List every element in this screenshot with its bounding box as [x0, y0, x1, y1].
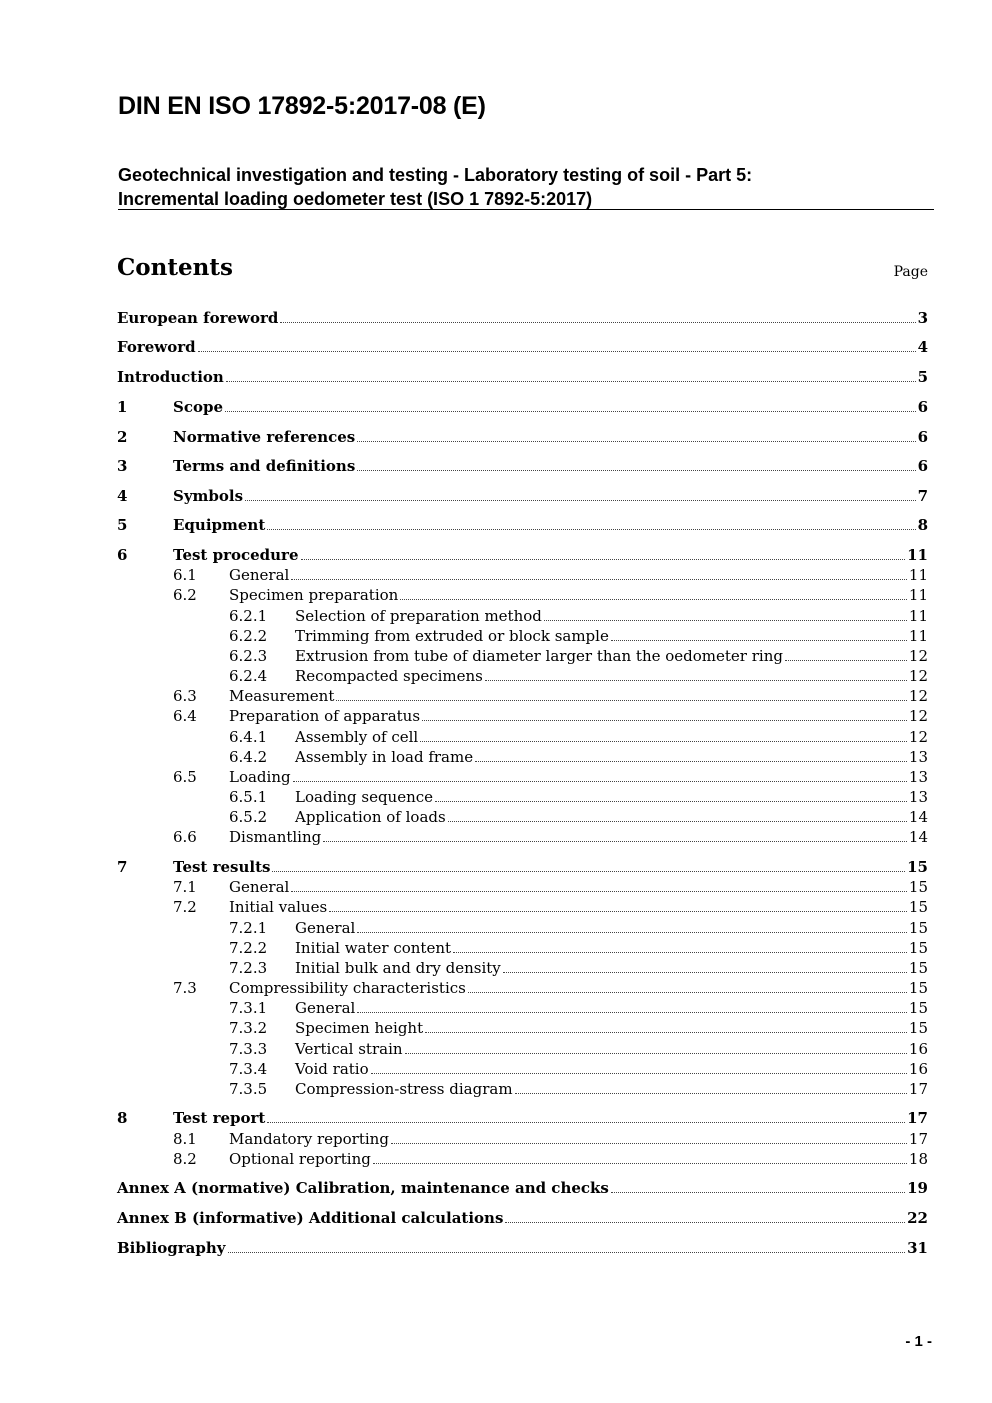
toc-entry-title: Extrusion from tube of diameter larger than the oedometer ring: [295, 647, 783, 665]
toc-entry-page: 16: [908, 1040, 928, 1058]
toc-entry-title: Scope: [173, 398, 224, 416]
toc-entry-title: Specimen preparation: [229, 586, 399, 604]
dot-leader: [785, 660, 907, 661]
dot-leader: [291, 579, 907, 580]
toc-entry-number: 7.2.1: [229, 919, 268, 937]
dot-leader: [291, 891, 907, 892]
toc-entry-number: 6.2.2: [229, 627, 268, 645]
toc-entry-page: 5: [917, 368, 928, 386]
toc-entry-page: 17: [907, 1109, 928, 1127]
toc-entry[interactable]: [117, 1129, 928, 1149]
toc-entry-page: 14: [908, 808, 928, 826]
dot-leader: [448, 821, 907, 822]
toc-entry[interactable]: [117, 767, 928, 787]
dot-leader: [329, 911, 907, 912]
toc-entry-number: 4: [117, 487, 128, 505]
toc-entry-page: 12: [908, 707, 928, 725]
subtitle-line-1: Geotechnical investigation and testing - Laboratory testing of soil - Part 5:: [118, 165, 753, 185]
toc-entry-number: 6.2: [173, 586, 197, 604]
toc-entry-number: 6.4: [173, 707, 197, 725]
toc-entry-title: Terms and definitions: [173, 457, 356, 475]
toc-entry-title: Preparation of apparatus: [229, 707, 421, 725]
toc-entry[interactable]: [117, 666, 928, 686]
dot-leader: [391, 1143, 907, 1144]
dot-leader: [357, 470, 915, 471]
dot-leader: [272, 871, 905, 872]
toc-entry-page: 12: [908, 667, 928, 685]
dot-leader: [422, 720, 907, 721]
toc-entry-page: 15: [908, 979, 928, 997]
toc-entry-title: Test procedure: [173, 546, 299, 564]
toc-entry[interactable]: [117, 787, 928, 807]
toc-entry-page: 11: [907, 546, 928, 564]
toc-entry-number: 5: [117, 516, 128, 534]
toc-entry-number: 7.3: [173, 979, 197, 997]
toc-entry-number: 7: [117, 858, 128, 876]
dot-leader: [245, 500, 916, 501]
toc-entry-number: 6: [117, 546, 128, 564]
toc-entry-page: 12: [908, 687, 928, 705]
toc-entry[interactable]: [117, 1039, 928, 1059]
toc-entry-title: Application of loads: [295, 808, 446, 826]
toc-entry-page: 16: [908, 1060, 928, 1078]
toc-entry-number: 7.3.3: [229, 1040, 268, 1058]
toc-entry-number: 1: [117, 398, 128, 416]
toc-entry-page: 15: [908, 919, 928, 937]
dot-leader: [485, 680, 907, 681]
toc-entry-title: Compressibility characteristics: [229, 979, 466, 997]
toc-entry-page: 15: [908, 999, 928, 1017]
dot-leader: [293, 781, 907, 782]
toc-entry[interactable]: [117, 367, 928, 387]
dot-leader: [544, 620, 907, 621]
dot-leader: [373, 1163, 907, 1164]
toc-entry-page: 19: [907, 1179, 928, 1197]
dot-leader: [225, 411, 916, 412]
toc-entry[interactable]: [117, 727, 928, 747]
dot-leader: [336, 700, 907, 701]
toc-entry-page: 12: [908, 647, 928, 665]
contents-heading: Contents: [117, 254, 233, 281]
toc-entry-title: Assembly in load frame: [295, 748, 474, 766]
toc-entry-title: Bibliography: [117, 1239, 226, 1257]
toc-entry-title: Mandatory reporting: [229, 1130, 389, 1148]
toc-entry-title: General: [229, 566, 290, 584]
toc-entry[interactable]: [117, 1208, 928, 1228]
toc-entry[interactable]: [117, 1079, 928, 1099]
toc-entry-page: 11: [908, 566, 928, 584]
toc-entry-number: 6.5.2: [229, 808, 268, 826]
toc-entry-page: 7: [917, 487, 928, 505]
dot-leader: [228, 1252, 906, 1253]
dot-leader: [475, 761, 907, 762]
toc-entry[interactable]: [117, 686, 928, 706]
toc-entry-title: Symbols: [173, 487, 244, 505]
toc-entry-page: 8: [917, 516, 928, 534]
toc-entry-title: Assembly of cell: [295, 728, 419, 746]
toc-entry[interactable]: [117, 515, 928, 535]
toc-entry-number: 2: [117, 428, 128, 446]
toc-entry-page: 13: [908, 788, 928, 806]
toc-entry-number: 7.3.2: [229, 1019, 268, 1037]
toc-entry[interactable]: [117, 1018, 928, 1038]
toc-entry-number: 6.4.1: [229, 728, 268, 746]
dot-leader: [357, 932, 907, 933]
dot-leader: [435, 801, 907, 802]
toc-entry-title: Trimming from extruded or block sample: [295, 627, 609, 645]
toc-entry-title: Initial values: [229, 898, 328, 916]
toc-entry-number: 3: [117, 457, 128, 475]
toc-entry[interactable]: [117, 877, 928, 897]
toc-entry-number: 6.2.3: [229, 647, 268, 665]
toc-entry-number: 6.1: [173, 566, 197, 584]
toc-entry-page: 3: [917, 309, 928, 327]
toc-entry-page: 15: [908, 1019, 928, 1037]
toc-entry-page: 4: [917, 338, 928, 356]
toc-entry-title: Void ratio: [295, 1060, 369, 1078]
toc-entry-title: Loading sequence: [295, 788, 434, 806]
toc-entry-number: 7.2: [173, 898, 197, 916]
page-column-label: Page: [893, 264, 928, 280]
toc-entry[interactable]: [117, 978, 928, 998]
dot-leader: [357, 1012, 907, 1013]
subtitle-rule: [118, 209, 934, 210]
page-number: - 1 -: [905, 1333, 932, 1350]
toc-entry-page: 12: [908, 728, 928, 746]
toc-entry-number: 7.3.5: [229, 1080, 268, 1098]
toc-entry[interactable]: [117, 918, 928, 938]
toc-entry-number: 7.2.2: [229, 939, 268, 957]
toc-entry-title: Annex A (normative) Calibration, maintenance and checks: [117, 1179, 609, 1197]
dot-leader: [226, 381, 916, 382]
toc-entry-title: Optional reporting: [229, 1150, 371, 1168]
dot-leader: [611, 1192, 905, 1193]
toc-entry[interactable]: [117, 857, 928, 877]
toc-entry[interactable]: [117, 337, 928, 357]
toc-entry-number: 6.2.4: [229, 667, 268, 685]
toc-entry[interactable]: [117, 998, 928, 1018]
toc-entry-number: 6.5.1: [229, 788, 268, 806]
toc-entry[interactable]: [117, 585, 928, 605]
toc-entry-title: Initial bulk and dry density: [295, 959, 501, 977]
toc-entry-page: 31: [907, 1239, 928, 1257]
toc-entry[interactable]: [117, 545, 928, 565]
toc-entry[interactable]: [117, 807, 928, 827]
toc-entry[interactable]: [117, 827, 928, 847]
toc-entry-page: 11: [908, 586, 928, 604]
toc-entry[interactable]: [117, 897, 928, 917]
dot-leader: [400, 599, 907, 600]
toc-entry-title: General: [295, 999, 356, 1017]
toc-entry-number: 7.2.3: [229, 959, 268, 977]
toc-entry[interactable]: [117, 1059, 928, 1079]
toc-entry-page: 13: [908, 768, 928, 786]
toc-entry-page: 11: [908, 627, 928, 645]
toc-entry-number: 7.1: [173, 878, 197, 896]
toc-entry[interactable]: [117, 626, 928, 646]
toc-entry-number: 7.3.4: [229, 1060, 268, 1078]
toc-entry-title: Introduction: [117, 368, 224, 386]
toc-entry-number: 8: [117, 1109, 128, 1127]
toc-entry-title: European foreword: [117, 309, 279, 327]
dot-leader: [267, 529, 915, 530]
toc-entry-number: 8.1: [173, 1130, 197, 1148]
toc-entry-title: Loading: [229, 768, 291, 786]
dot-leader: [323, 841, 907, 842]
toc-entry-title: Vertical strain: [295, 1040, 403, 1058]
toc-entry-number: 6.4.2: [229, 748, 268, 766]
dot-leader: [515, 1093, 907, 1094]
dot-leader: [280, 322, 915, 323]
document-id: DIN EN ISO 17892-5:2017-08 (E): [118, 92, 486, 120]
toc-entry-page: 15: [908, 898, 928, 916]
toc-entry[interactable]: [117, 456, 928, 476]
toc-entry-title: Specimen height: [295, 1019, 424, 1037]
toc-entry-title: Compression-stress diagram: [295, 1080, 513, 1098]
toc-entry-page: 17: [908, 1130, 928, 1148]
toc-entry-number: 6.2.1: [229, 607, 268, 625]
toc-entry-page: 6: [917, 457, 928, 475]
dot-leader: [453, 952, 907, 953]
dot-leader: [503, 972, 907, 973]
toc-entry-page: 17: [908, 1080, 928, 1098]
toc-entry[interactable]: [117, 646, 928, 666]
toc-entry-number: 8.2: [173, 1150, 197, 1168]
toc-entry[interactable]: [117, 1238, 928, 1258]
toc-entry[interactable]: [117, 958, 928, 978]
toc-entry-page: 6: [917, 428, 928, 446]
toc-entry-title: Annex B (informative) Additional calculations: [117, 1209, 504, 1227]
toc-entry-title: Normative references: [173, 428, 356, 446]
toc-entry-page: 13: [908, 748, 928, 766]
toc-entry[interactable]: [117, 606, 928, 626]
dot-leader: [420, 741, 907, 742]
toc-entry-page: 6: [917, 398, 928, 416]
toc-entry[interactable]: [117, 308, 928, 328]
dot-leader: [267, 1122, 905, 1123]
toc-entry-title: Equipment: [173, 516, 266, 534]
dot-leader: [505, 1222, 905, 1223]
dot-leader: [611, 640, 907, 641]
dot-leader: [357, 441, 915, 442]
toc-entry-title: Test report: [173, 1109, 266, 1127]
toc-entry-page: 14: [908, 828, 928, 846]
toc-entry-page: 22: [907, 1209, 928, 1227]
subtitle-line-2: Incremental loading oedometer test (ISO 1 7892-5:2017): [118, 189, 593, 209]
toc-entry-number: 6.6: [173, 828, 197, 846]
toc-entry-number: 6.3: [173, 687, 197, 705]
toc-entry-title: General: [229, 878, 290, 896]
toc-entry-title: Dismantling: [229, 828, 322, 846]
toc-entry[interactable]: [117, 397, 928, 417]
dot-leader: [371, 1073, 907, 1074]
toc-entry-number: 7.3.1: [229, 999, 268, 1017]
toc-entry-number: 6.5: [173, 768, 197, 786]
toc-entry[interactable]: [117, 486, 928, 506]
toc-entry-title: Initial water content: [295, 939, 452, 957]
toc-entry[interactable]: [117, 1108, 928, 1128]
toc-entry[interactable]: [117, 427, 928, 447]
toc-entry-title: Foreword: [117, 338, 196, 356]
toc-entry-title: Measurement: [229, 687, 335, 705]
dot-leader: [198, 351, 916, 352]
toc-entry-page: 15: [908, 959, 928, 977]
toc-entry-title: Test results: [173, 858, 271, 876]
toc-entry[interactable]: [117, 1149, 928, 1169]
dot-leader: [425, 1032, 907, 1033]
toc-entry[interactable]: [117, 1178, 928, 1198]
dot-leader: [468, 992, 907, 993]
dot-leader: [301, 559, 906, 560]
toc-entry-page: 15: [908, 878, 928, 896]
toc-entry[interactable]: [117, 938, 928, 958]
dot-leader: [405, 1053, 907, 1054]
toc-entry-title: General: [295, 919, 356, 937]
toc-entry-page: 15: [907, 858, 928, 876]
toc-entry-page: 18: [908, 1150, 928, 1168]
toc-entry-page: 15: [908, 939, 928, 957]
toc-entry[interactable]: [117, 565, 928, 585]
document-subtitle: [118, 163, 934, 211]
toc-entry-title: Selection of preparation method: [295, 607, 542, 625]
toc-entry[interactable]: [117, 747, 928, 767]
toc-entry-page: 11: [908, 607, 928, 625]
toc-entry[interactable]: [117, 706, 928, 726]
toc-entry-title: Recompacted specimens: [295, 667, 483, 685]
